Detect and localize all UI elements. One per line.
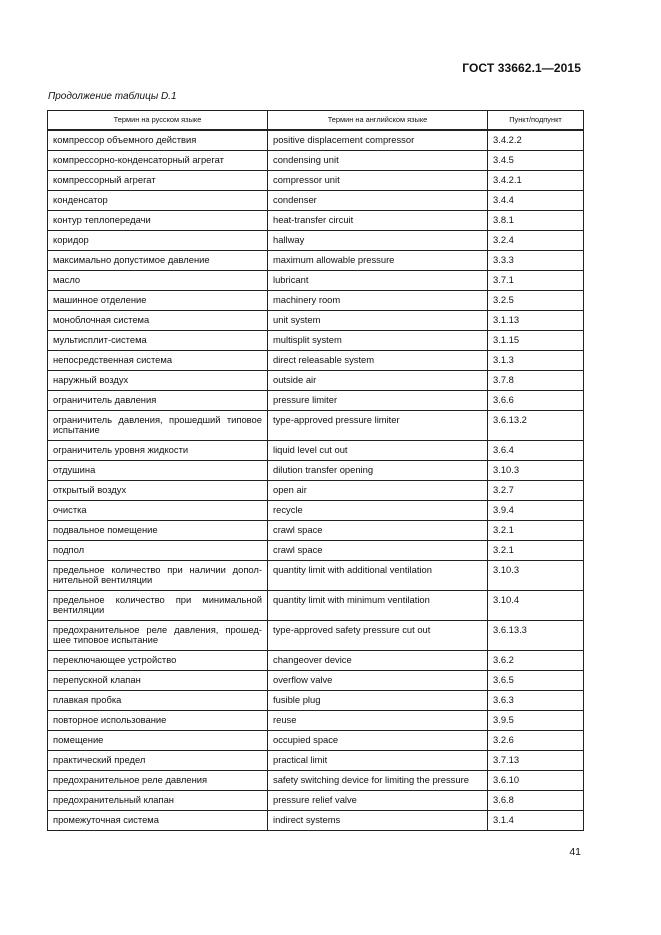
clause-cell: 3.10.3 bbox=[488, 560, 584, 590]
term-russian-cell: помещение bbox=[48, 730, 268, 750]
clause-cell: 3.9.4 bbox=[488, 500, 584, 520]
term-russian-cell: практический предел bbox=[48, 750, 268, 770]
table-row bbox=[48, 210, 584, 230]
table-row bbox=[48, 480, 584, 500]
table-row bbox=[48, 790, 584, 810]
column-header-clause: Пункт/подпункт bbox=[488, 111, 584, 130]
term-english-cell: crawl space bbox=[268, 520, 488, 540]
term-english-cell: safety switching device for limiting the pressure bbox=[268, 770, 488, 790]
clause-cell: 3.9.5 bbox=[488, 710, 584, 730]
term-russian-cell: отдушина bbox=[48, 460, 268, 480]
table-row bbox=[48, 230, 584, 250]
term-english-cell: overflow valve bbox=[268, 670, 488, 690]
term-english-cell: open air bbox=[268, 480, 488, 500]
clause-cell: 3.6.2 bbox=[488, 650, 584, 670]
table-row bbox=[48, 410, 584, 440]
term-russian-cell: мультисплит-система bbox=[48, 330, 268, 350]
term-russian-cell: моноблочная система bbox=[48, 310, 268, 330]
term-russian-cell: промежуточная система bbox=[48, 810, 268, 830]
clause-cell: 3.2.1 bbox=[488, 540, 584, 560]
column-header-russian: Термин на русском языке bbox=[48, 111, 268, 130]
table-row bbox=[48, 810, 584, 830]
clause-cell: 3.6.8 bbox=[488, 790, 584, 810]
term-russian-cell: открытый воздух bbox=[48, 480, 268, 500]
clause-cell: 3.4.2.2 bbox=[488, 130, 584, 151]
term-russian-cell: повторное использование bbox=[48, 710, 268, 730]
table-row bbox=[48, 270, 584, 290]
clause-cell: 3.7.1 bbox=[488, 270, 584, 290]
clause-cell: 3.2.1 bbox=[488, 520, 584, 540]
term-english-cell: heat-transfer circuit bbox=[268, 210, 488, 230]
clause-cell: 3.2.7 bbox=[488, 480, 584, 500]
term-english-cell: fusible plug bbox=[268, 690, 488, 710]
term-english-cell: pressure relief valve bbox=[268, 790, 488, 810]
term-russian-cell: ограничитель давления bbox=[48, 390, 268, 410]
clause-cell: 3.8.1 bbox=[488, 210, 584, 230]
table-row bbox=[48, 750, 584, 770]
term-english-cell: hallway bbox=[268, 230, 488, 250]
clause-cell: 3.6.5 bbox=[488, 670, 584, 690]
term-russian-cell: максимально допустимое давление bbox=[48, 250, 268, 270]
term-english-cell: condensing unit bbox=[268, 150, 488, 170]
term-russian-cell: предохранительное реле давления bbox=[48, 770, 268, 790]
term-russian-cell: предельное количество при наличии допол-нительной вентиляции bbox=[48, 560, 268, 590]
clause-cell: 3.7.8 bbox=[488, 370, 584, 390]
term-english-cell: lubricant bbox=[268, 270, 488, 290]
table-row bbox=[48, 560, 584, 590]
term-english-cell: type-approved safety pressure cut out bbox=[268, 620, 488, 650]
clause-cell: 3.6.13.3 bbox=[488, 620, 584, 650]
term-english-cell: machinery room bbox=[268, 290, 488, 310]
term-russian-cell: плавкая пробка bbox=[48, 690, 268, 710]
table-row bbox=[48, 290, 584, 310]
table-row bbox=[48, 520, 584, 540]
table-row bbox=[48, 590, 584, 620]
clause-cell: 3.1.4 bbox=[488, 810, 584, 830]
term-russian-cell: коридор bbox=[48, 230, 268, 250]
column-header-english: Термин на английском языке bbox=[268, 111, 488, 130]
term-russian-cell: подвальное помещение bbox=[48, 520, 268, 540]
term-english-cell: condenser bbox=[268, 190, 488, 210]
term-russian-cell: ограничитель давления, прошедший типовое испытание bbox=[48, 410, 268, 440]
term-russian-cell: очистка bbox=[48, 500, 268, 520]
table-row bbox=[48, 370, 584, 390]
table-row bbox=[48, 190, 584, 210]
table-row bbox=[48, 350, 584, 370]
term-english-cell: outside air bbox=[268, 370, 488, 390]
table-row bbox=[48, 130, 584, 151]
table-row bbox=[48, 460, 584, 480]
table-row bbox=[48, 170, 584, 190]
page-number: 41 bbox=[569, 846, 581, 858]
clause-cell: 3.1.13 bbox=[488, 310, 584, 330]
clause-cell: 3.1.3 bbox=[488, 350, 584, 370]
clause-cell: 3.2.5 bbox=[488, 290, 584, 310]
clause-cell: 3.6.3 bbox=[488, 690, 584, 710]
table-body bbox=[48, 130, 584, 831]
term-russian-cell: компрессор объемного действия bbox=[48, 130, 268, 151]
term-english-cell: crawl space bbox=[268, 540, 488, 560]
term-russian-cell: машинное отделение bbox=[48, 290, 268, 310]
term-russian-cell: контур теплопередачи bbox=[48, 210, 268, 230]
clause-cell: 3.7.13 bbox=[488, 750, 584, 770]
term-russian-cell: подпол bbox=[48, 540, 268, 560]
term-russian-cell: наружный воздух bbox=[48, 370, 268, 390]
term-russian-cell: конденсатор bbox=[48, 190, 268, 210]
clause-cell: 3.6.10 bbox=[488, 770, 584, 790]
table-row bbox=[48, 620, 584, 650]
term-english-cell: direct releasable system bbox=[268, 350, 488, 370]
clause-cell: 3.2.6 bbox=[488, 730, 584, 750]
table-header bbox=[48, 111, 584, 130]
term-english-cell: unit system bbox=[268, 310, 488, 330]
term-english-cell: dilution transfer opening bbox=[268, 460, 488, 480]
term-russian-cell: компрессорно-конденсаторный агрегат bbox=[48, 150, 268, 170]
table-caption: Продолжение таблицы D.1 bbox=[48, 91, 177, 102]
term-english-cell: multisplit system bbox=[268, 330, 488, 350]
term-russian-cell: перепускной клапан bbox=[48, 670, 268, 690]
table-row bbox=[48, 540, 584, 560]
clause-cell: 3.6.13.2 bbox=[488, 410, 584, 440]
terms-table bbox=[47, 110, 584, 831]
header-row bbox=[48, 111, 584, 130]
term-russian-cell: ограничитель уровня жидкости bbox=[48, 440, 268, 460]
table-row bbox=[48, 330, 584, 350]
term-english-cell: type-approved pressure limiter bbox=[268, 410, 488, 440]
term-english-cell: positive displacement compressor bbox=[268, 130, 488, 151]
term-english-cell: practical limit bbox=[268, 750, 488, 770]
clause-cell: 3.10.4 bbox=[488, 590, 584, 620]
term-english-cell: indirect systems bbox=[268, 810, 488, 830]
table-row bbox=[48, 670, 584, 690]
clause-cell: 3.3.3 bbox=[488, 250, 584, 270]
term-english-cell: quantity limit with additional ventilation bbox=[268, 560, 488, 590]
term-russian-cell: предохранительный клапан bbox=[48, 790, 268, 810]
term-english-cell: recycle bbox=[268, 500, 488, 520]
term-russian-cell: предельное количество при минимальной вентиляции bbox=[48, 590, 268, 620]
term-english-cell: reuse bbox=[268, 710, 488, 730]
term-english-cell: compressor unit bbox=[268, 170, 488, 190]
table-row bbox=[48, 730, 584, 750]
term-russian-cell: непосредственная система bbox=[48, 350, 268, 370]
table-row bbox=[48, 310, 584, 330]
table-row bbox=[48, 690, 584, 710]
table-row bbox=[48, 500, 584, 520]
term-russian-cell: компрессорный агрегат bbox=[48, 170, 268, 190]
table-row bbox=[48, 390, 584, 410]
clause-cell: 3.4.2.1 bbox=[488, 170, 584, 190]
table-row bbox=[48, 250, 584, 270]
table-row bbox=[48, 650, 584, 670]
table-row bbox=[48, 150, 584, 170]
table-row bbox=[48, 770, 584, 790]
term-russian-cell: предохранительное реле давления, прошед-шее типовое испытание bbox=[48, 620, 268, 650]
term-russian-cell: масло bbox=[48, 270, 268, 290]
term-english-cell: maximum allowable pressure bbox=[268, 250, 488, 270]
clause-cell: 3.6.4 bbox=[488, 440, 584, 460]
clause-cell: 3.4.4 bbox=[488, 190, 584, 210]
clause-cell: 3.10.3 bbox=[488, 460, 584, 480]
clause-cell: 3.1.15 bbox=[488, 330, 584, 350]
term-english-cell: changeover device bbox=[268, 650, 488, 670]
clause-cell: 3.6.6 bbox=[488, 390, 584, 410]
document-code: ГОСТ 33662.1—2015 bbox=[462, 61, 581, 75]
table-row bbox=[48, 440, 584, 460]
table-row bbox=[48, 710, 584, 730]
term-english-cell: liquid level cut out bbox=[268, 440, 488, 460]
term-russian-cell: переключающее устройство bbox=[48, 650, 268, 670]
clause-cell: 3.2.4 bbox=[488, 230, 584, 250]
clause-cell: 3.4.5 bbox=[488, 150, 584, 170]
term-english-cell: pressure limiter bbox=[268, 390, 488, 410]
term-english-cell: occupied space bbox=[268, 730, 488, 750]
term-english-cell: quantity limit with minimum ventilation bbox=[268, 590, 488, 620]
